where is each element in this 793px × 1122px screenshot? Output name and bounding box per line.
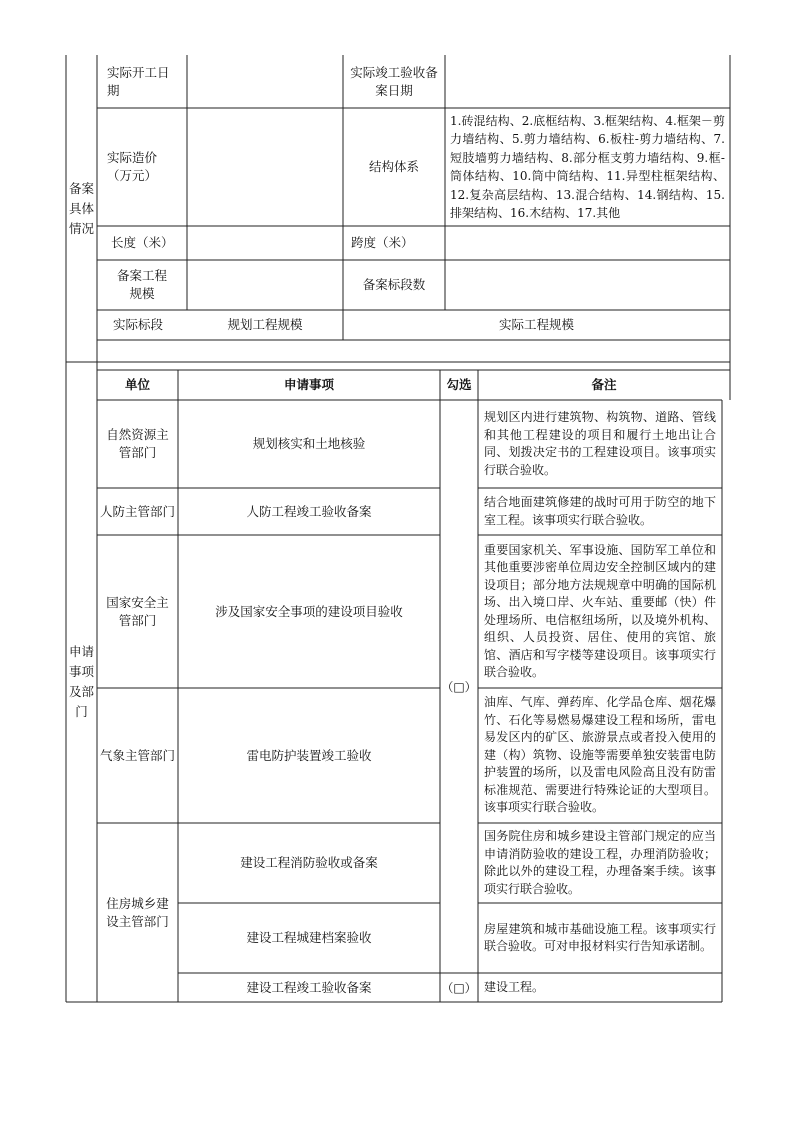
header-unit: 单位 xyxy=(124,377,150,392)
header-remark: 备注 xyxy=(591,377,617,392)
record-details-side-label: 备案 具体 情况 xyxy=(68,180,94,236)
structure-label: 结构体系 xyxy=(368,159,419,174)
planned-scale-label: 规划工程规模 xyxy=(227,317,303,332)
check-completion-record[interactable]: （□） xyxy=(441,980,477,995)
row-item-archives: 建设工程城建档案验收 xyxy=(246,930,372,945)
row-unit-meteorology: 气象主管部门 xyxy=(99,747,175,763)
row-remark-fire-acceptance: 国务院住房和城乡建设主管部门规定的应当申请消防验收的建设工程，办理消防验收；除此以外的建设工程，办理备案手续。该事项实行联合验收。 xyxy=(484,829,716,896)
row-remark-national-security: 重要国家机关、军事设施、国防军工单位和其他重要涉密单位周边安全控制区域内的建设项目；部分地方法规规章中明确的国际机场、出入境口岸、火车站、重要邮（快）件处理场所、电信枢纽场所，以及境外机构、组织、人员投资、居住、使用的宾馆、旅馆、酒店和写字楼等建设项目。该事项实行联合验收。 xyxy=(484,542,716,679)
start-date-field[interactable] xyxy=(187,55,343,108)
row-item-planning-land: 规划核实和土地核验 xyxy=(252,436,366,451)
length-label: 长度（米） xyxy=(111,235,174,250)
row-remark-lightning: 油库、气库、弹药库、化学品仓库、烟花爆竹、石化等易燃易爆建设工程和场所，雷电易发区内的矿区、旅游景点或者投入使用的建（构）筑物、设施等需要单独安装雷电防护装置的场所，以及雷电风险高且没有防雷标准规范、需要进行特殊论证的大型项目。该事项实行联合验收。 xyxy=(484,695,716,815)
row-unit-natural-resources: 自然资源主管部门 xyxy=(106,427,169,460)
row-unit-civil-defense: 人防主管部门 xyxy=(99,503,175,519)
record-sections-label: 备案标段数 xyxy=(362,277,426,292)
application-side-label: 申请 事项 及部 门 xyxy=(68,644,94,719)
span-label: 跨度（米） xyxy=(351,235,414,250)
header-check: 勾选 xyxy=(446,377,472,392)
completion-record-date-field[interactable] xyxy=(445,55,730,108)
check-joint-acceptance[interactable]: （□） xyxy=(441,679,477,694)
row-remark-civil-defense: 结合地面建筑修建的战时可用于防空的地下室工程。该事项实行联合验收。 xyxy=(484,495,716,527)
structure-options[interactable]: 1.砖混结构、2.底框结构、3.框架结构、4.框架－剪力墙结构、5.剪力墙结构、6.板柱-剪力墙结构、7.短肢墙剪力墙结构、8.部分框支剪力墙结构、9.框-筒体结构、10.筒中筒结构、11.异型柱框架结构、12.复杂高层结构、13.混合结构、14.钢结构、15.排架结构、16.木结构、17.其他 xyxy=(450,113,725,220)
row-unit-housing: 住房城乡建设主管部门 xyxy=(106,895,169,929)
row-item-completion-record: 建设工程竣工验收备案 xyxy=(246,979,372,995)
row-unit-national-security: 国家安全主管部门 xyxy=(106,594,169,628)
actual-section-label: 实际标段 xyxy=(113,317,164,332)
row-remark-archives: 房屋建筑和城市基础设施工程。该事项实行联合验收。可对申报材料实行告知承诺制。 xyxy=(484,921,716,953)
row-item-civil-defense: 人防工程竣工验收备案 xyxy=(246,503,372,519)
row-item-national-security: 涉及国家安全事项的建设项目验收 xyxy=(215,603,403,619)
record-scale-field[interactable] xyxy=(187,260,343,310)
length-field[interactable] xyxy=(187,226,343,260)
row-remark-completion-record: 建设工程。 xyxy=(484,979,545,994)
cost-label: 实际造价（万元） xyxy=(107,150,158,183)
header-item: 申请事项 xyxy=(283,377,334,392)
row-item-lightning: 雷电防护装置竣工验收 xyxy=(246,747,372,763)
record-scale-label: 备案工程规模 xyxy=(116,268,167,301)
cost-field[interactable] xyxy=(187,108,343,226)
row-item-fire-acceptance: 建设工程消防验收或备案 xyxy=(240,855,378,870)
start-date-label: 实际开工日期 xyxy=(107,64,170,98)
span-field[interactable] xyxy=(445,226,730,260)
row-remark-planning-land: 规划区内进行建筑物、构筑物、道路、管线和其他工程建设的项目和履行土地出让合同、划拨决定书的工程建设项目。该事项实行联合验收。 xyxy=(484,410,716,477)
completion-record-date-label: 实际竣工验收备案日期 xyxy=(350,64,438,98)
actual-scale-label: 实际工程规模 xyxy=(498,317,574,332)
record-sections-field[interactable] xyxy=(445,260,730,310)
